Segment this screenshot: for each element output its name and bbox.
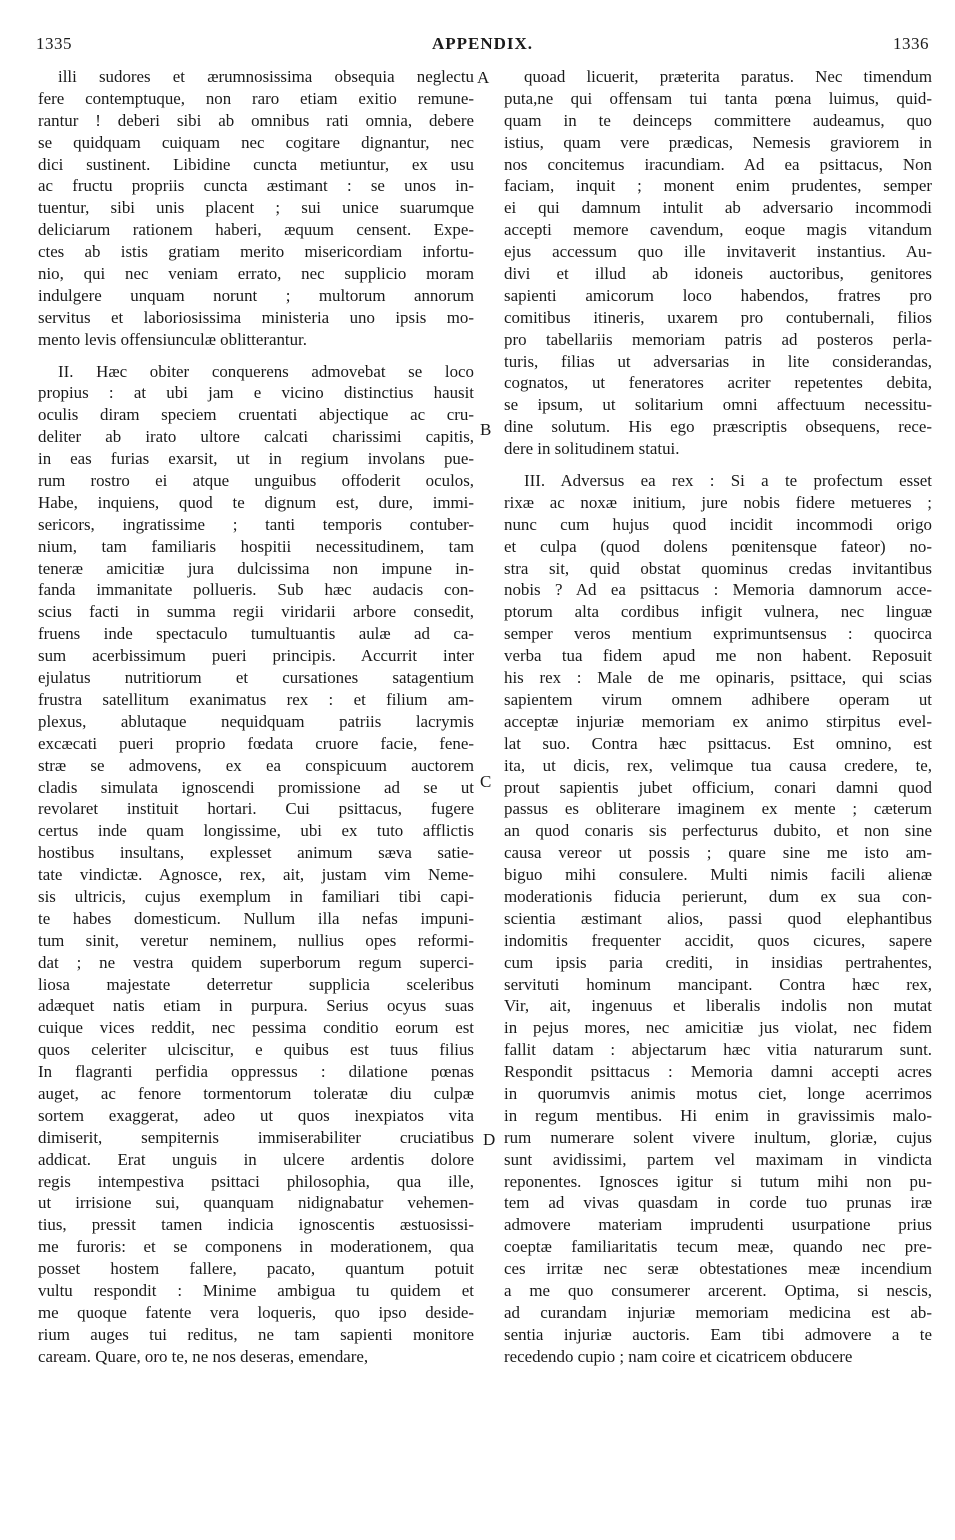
margin-marker-c: C — [480, 772, 492, 791]
text-line: cum ipsis paria crediti, in insidias pertrahentes, — [504, 952, 932, 972]
page-header — [36, 34, 929, 60]
text-line: rantur ! deberi sibi ab omnibus rati omnia, debere — [38, 110, 474, 130]
running-title: APPENDIX. — [431, 34, 534, 53]
text-line: excæcati pueri proprio fœdata cruore facie, fene- — [38, 733, 474, 753]
text-line: nio, qui nec veniam errato, nec supplicio moram — [38, 264, 474, 284]
text-line: tem ad vivas quasdam in corde tuo prunas iræ — [504, 1193, 932, 1213]
text-line: Habe, inquiens, quod te dignum est, dure, immi- — [38, 492, 474, 512]
text-line: frustra satellitum exanimatus rex : et filium am- — [38, 689, 474, 709]
text-line: faciam, inquit ; monent enim prudentes, semper — [504, 176, 932, 196]
text-line: regis intempestiva psittaci philosophia, qua ille, — [38, 1171, 474, 1191]
text-line: se ipsum, ut solitarium omni affectuum necessitu- — [504, 395, 932, 415]
text-line: ita, ut dicis, rex, velimque tua causa credere, te, — [504, 755, 932, 775]
text-line: a me quo consumerer arcerent. Optima, si nescis, — [504, 1280, 932, 1300]
text-line: comitibus itineris, uxarem pro contubernali, filios — [504, 307, 932, 327]
text-line: biguo mihi consulere. Multi nimis facili alienæ — [504, 865, 932, 885]
text-line: te habes domesticum. Nullum illa nefas impuni- — [38, 908, 474, 928]
text-line: liosa majestate deterretur supplicia sceleribus — [38, 974, 474, 994]
text-line: revolaret instituit hortari. Cui psittacus, fugere — [38, 799, 474, 819]
text-line: quam in te deinceps committere audeamus, quo — [504, 110, 932, 130]
text-line: sunt avidissimi, partem vel maximam in vindicta — [504, 1149, 932, 1169]
text-line: deliter ab irato ultore calcati charissimi capitis, — [38, 427, 474, 447]
text-line: passus es obliterare imaginem ex mente ; cæterum — [504, 799, 932, 819]
text-line: causa vereor ut possis ; quare sine me isto am- — [504, 843, 932, 863]
page-number-right: 1336 — [893, 34, 929, 53]
text-line: acceptæ injuriæ memoriam ex animo stirpitus evel- — [504, 711, 932, 731]
text-line: in regum mentibus. Hi enim in gravissimis malo- — [504, 1105, 932, 1125]
text-line: vultu respondit : Minime ambigua tu quidem et — [38, 1280, 474, 1300]
text-line: tuentur, sibi unis placent ; sui unice suarumque — [38, 198, 474, 218]
text-line: puta,ne qui offensam tui tanta pœna luimus, quid- — [504, 88, 932, 108]
text-line: servituti hominum mancipant. Contra hæc rex, — [504, 974, 932, 994]
text-line: nobis ? Ad ea psittacus : Memoria damnorum acce- — [504, 580, 932, 600]
text-line: se quidquam cuiquam nec cogitare dignantur, nec — [38, 132, 474, 152]
text-line: dine solutum. His ego præscriptis obsequens, rece- — [504, 417, 932, 437]
text-line: sentia injuriæ auctoris. Eam tibi admovere a te — [504, 1324, 932, 1344]
text-line: ei qui damnum intulit ab adversario incommodi — [504, 198, 932, 218]
text-line: rum numerare solent vivere inultum, gloriæ, cujus — [504, 1127, 932, 1147]
text-line: fruens inde spectaculo tumultuantis aulæ ad ca- — [38, 624, 474, 644]
margin-marker-d: D — [483, 1130, 496, 1149]
text-line: dici sustinent. Libidine cuncta metiuntur, ex usu — [38, 154, 474, 174]
right-paragraph-1 — [504, 66, 932, 460]
text-line: fallit datam : abjectarum hæc vitia naturarum sunt. — [504, 1040, 932, 1060]
text-line: cuique vices reddit, nec pessima conditio eorum est — [38, 1018, 474, 1038]
text-line: et culpa (quod dolens pœnitensque fateor) no- — [504, 536, 932, 556]
text-line: teneræ amicitiæ jura dulcissima non impune in- — [38, 558, 474, 578]
text-line: fanda immanitate pollueris. Sub hæc audacis con- — [38, 580, 474, 600]
text-line: addicat. Erat unguis in ulcere ardentis dolore — [38, 1149, 474, 1169]
text-line: ces irritæ nec seræ obtestationes meæ incendium — [504, 1259, 932, 1279]
text-line: prout sapientis jubet officium, conari damni quod — [504, 777, 932, 797]
text-line: stræ se admovens, ex ea conspicuum auctorem — [38, 755, 474, 775]
text-line: servitus et laboriosissima ministeria uno ipsis mo- — [38, 307, 474, 327]
text-line: sis ultricis, cujus exemplum in familiari tibi capi- — [38, 886, 474, 906]
text-line: stra sit, quid obstat quominus credas invitantibus — [504, 558, 932, 578]
text-line: sapientem virum omnem adhibere operam ut — [504, 689, 932, 709]
text-line: adæquet natis etiam in purpura. Serius ocyus suas — [38, 996, 474, 1016]
text-line: illi sudores et ærumnosissima obsequia neglectu — [58, 67, 474, 86]
text-line: II. Hæc obiter conquerens admovebat se loco — [58, 361, 474, 381]
text-line: moderationis fiducia perierunt, dum ex sua con- — [504, 886, 932, 906]
text-line: plexus, ablutaque nequidquam patriis lacrymis — [38, 711, 474, 731]
text-line: admovere materiam imprudenti usurpatione prius — [504, 1215, 932, 1235]
text-line: deliciarum rationem haberi, æquum censent. Expe- — [38, 220, 474, 240]
text-line: nos concitemus iracundiam. Ad ea psittacus, Non — [504, 154, 932, 174]
text-line: cognatos, ut feneratores acriter repetentes debita, — [504, 373, 932, 393]
text-line: tius, pressit tamen indicia ignoscentis æstuosissi- — [38, 1215, 474, 1235]
text-line: quos celeriter ulciscitur, e quibus est tuus filius — [38, 1040, 474, 1060]
text-line: posset hostem fallere, pacato, quantum potuit — [38, 1259, 474, 1279]
text-line: reponentes. Ignosces igitur si tutum mihi non pu- — [504, 1171, 932, 1191]
text-line: ptorum alta cordibus infigit vulnera, nec linguæ — [504, 602, 932, 622]
text-line: oculis diram speciem cruentati abjectique ac cru- — [38, 405, 474, 425]
text-line: nunc cum hujus quod incidit incommodi origo — [504, 514, 932, 534]
text-line: auget, ac fenore tormentorum toleratæ diu culpæ — [38, 1083, 474, 1103]
text-line: sortem exaggerat, adeo ut quos inexpiatos vita — [38, 1105, 474, 1125]
text-line: semper veros mentium exprimuntsensus : quocirca — [504, 624, 932, 644]
text-line: nium, tam familiaris hospitii necessitudinem, tam — [38, 536, 474, 556]
left-column — [38, 66, 474, 1368]
text-line: mento levis offensiunculæ oblitterantur. — [38, 329, 307, 349]
text-line: rum rostro ei atque unguibus offoderit oculos, — [38, 471, 474, 491]
text-line: accepti memore cavendum, eoque magis vitandum — [504, 220, 932, 240]
text-line: recedendo cupio ; nam coire et cicatricem obducere — [504, 1346, 853, 1366]
text-line: me furoris: et se componens in moderationem, qua — [38, 1237, 474, 1257]
text-line: ejus accessum quo ille invitaverit instantius. Au- — [504, 242, 932, 262]
text-line: ctes ab istis gratiam merito misericordiam infortu- — [38, 242, 474, 262]
text-line: ad curandam injuriæ memoriam medicina est ab- — [504, 1302, 932, 1322]
page-number-left: 1335 — [36, 34, 72, 53]
text-line: cladis simulata ignoscendi promissione ad se ut — [38, 777, 474, 797]
text-line: dimiserit, sempiternis immiserabiliter cruciatibus — [38, 1127, 474, 1147]
text-line: tate vindictæ. Agnosce, rex, ait, justam vim Neme- — [38, 865, 474, 885]
paragraph-gap — [504, 460, 932, 470]
text-line: indulgere unquam norunt ; multorum annorum — [38, 285, 474, 305]
text-line: propius : at ubi jam e vicino distinctius hausit — [38, 383, 474, 403]
text-line: tum sinit, veretur neminem, nullius opes reformi- — [38, 930, 474, 950]
text-line: verba tua fidem apud me non habent. Reposuit — [504, 646, 932, 666]
right-paragraph-2 — [504, 470, 932, 1368]
margin-marker-b: B — [480, 420, 492, 439]
text-line: in quorumvis animis motus ciet, longe acerrimos — [504, 1083, 932, 1103]
text-line: dere in solitudinem statui. — [504, 439, 680, 459]
text-line: in eas furias exarsit, ut in regium involans pue- — [38, 449, 474, 469]
left-paragraph-2 — [38, 361, 474, 1368]
text-line: me quoque fatente vera loqueris, quo ipso deside- — [38, 1302, 474, 1322]
text-line: Vir, ait, ingenuus et liberalis indolis non mutat — [504, 996, 932, 1016]
text-line: dat ; ne vestra quidem superborum regum superci- — [38, 952, 474, 972]
text-line: sericors, ingratissime ; tanti temporis contuber- — [38, 514, 474, 534]
text-line: In flagranti perfidia oppressus : dilatione pœnas — [38, 1062, 474, 1082]
text-line: his rex : Male de me opinaris, psittace, qui scias — [504, 668, 932, 688]
text-line: lat suo. Contra hæc psittacus. Est omnino, est — [504, 733, 932, 753]
text-line: Respondit psittacus : Memoria damni accepti acres — [504, 1062, 932, 1082]
right-column — [504, 66, 932, 1368]
text-line: istius, quam vere prædicas, Nemesis graviorem in — [504, 132, 932, 152]
text-line: ut irrisione sui, quanquam nidignabatur vehemen- — [38, 1193, 474, 1213]
text-line: caream. Quare, oro te, ne nos deseras, emendare, — [38, 1346, 369, 1366]
text-line: rium auges tui reditus, ne tam sapienti monitore — [38, 1324, 474, 1344]
text-line: III. Adversus ea rex : Si a te profectum esset — [524, 471, 932, 491]
margin-marker-a: A — [477, 68, 490, 87]
text-line: divi et illud ab idoneis auctoribus, genitores — [504, 264, 932, 284]
text-line: ejulatus nutritiorum et cursationes satagentium — [38, 668, 474, 688]
text-line: indomitis frequenter accidit, quos cicures, sapere — [504, 930, 932, 950]
text-line: rixæ ac noxæ initium, jure nobis fidere metueres ; — [504, 492, 932, 512]
text-line: pro tabellariis memoriam patris ad posteros perla- — [504, 329, 932, 349]
text-line: coeptæ familiaritatis tecum meæ, quando nec pre- — [504, 1237, 932, 1257]
text-line: quoad licuerit, præterita paratus. Nec timendum — [524, 67, 932, 86]
paragraph-gap — [38, 351, 474, 361]
text-line: scientia æstimant alios, passi quod elephantibus — [504, 908, 932, 928]
text-line: an quod conaris sis perfecturus dubito, et non sine — [504, 821, 932, 841]
text-line: sapienti amicorum loco habendos, fratres pro — [504, 285, 932, 305]
text-line: scius facti in summa regii viridarii arbore consedit, — [38, 602, 474, 622]
text-line: certus inde quam longissime, ubi ex tuto afflictis — [38, 821, 474, 841]
left-paragraph-1 — [38, 66, 474, 351]
text-line: turis, filias ut adversarias in lite considerandas, — [504, 351, 932, 371]
text-line: sum acerbissimum pueri principis. Accurrit inter — [38, 646, 474, 666]
text-line: ac fructu propriis cuncta æstimant : se unos in- — [38, 176, 474, 196]
text-line: hostibus insultans, explesset animum sæva satie- — [38, 843, 474, 863]
text-line: in pejus mores, nec amicitiæ jus violat, nec fidem — [504, 1018, 932, 1038]
text-line: fere contemptuque, non raro etiam exitio remune- — [38, 88, 474, 108]
